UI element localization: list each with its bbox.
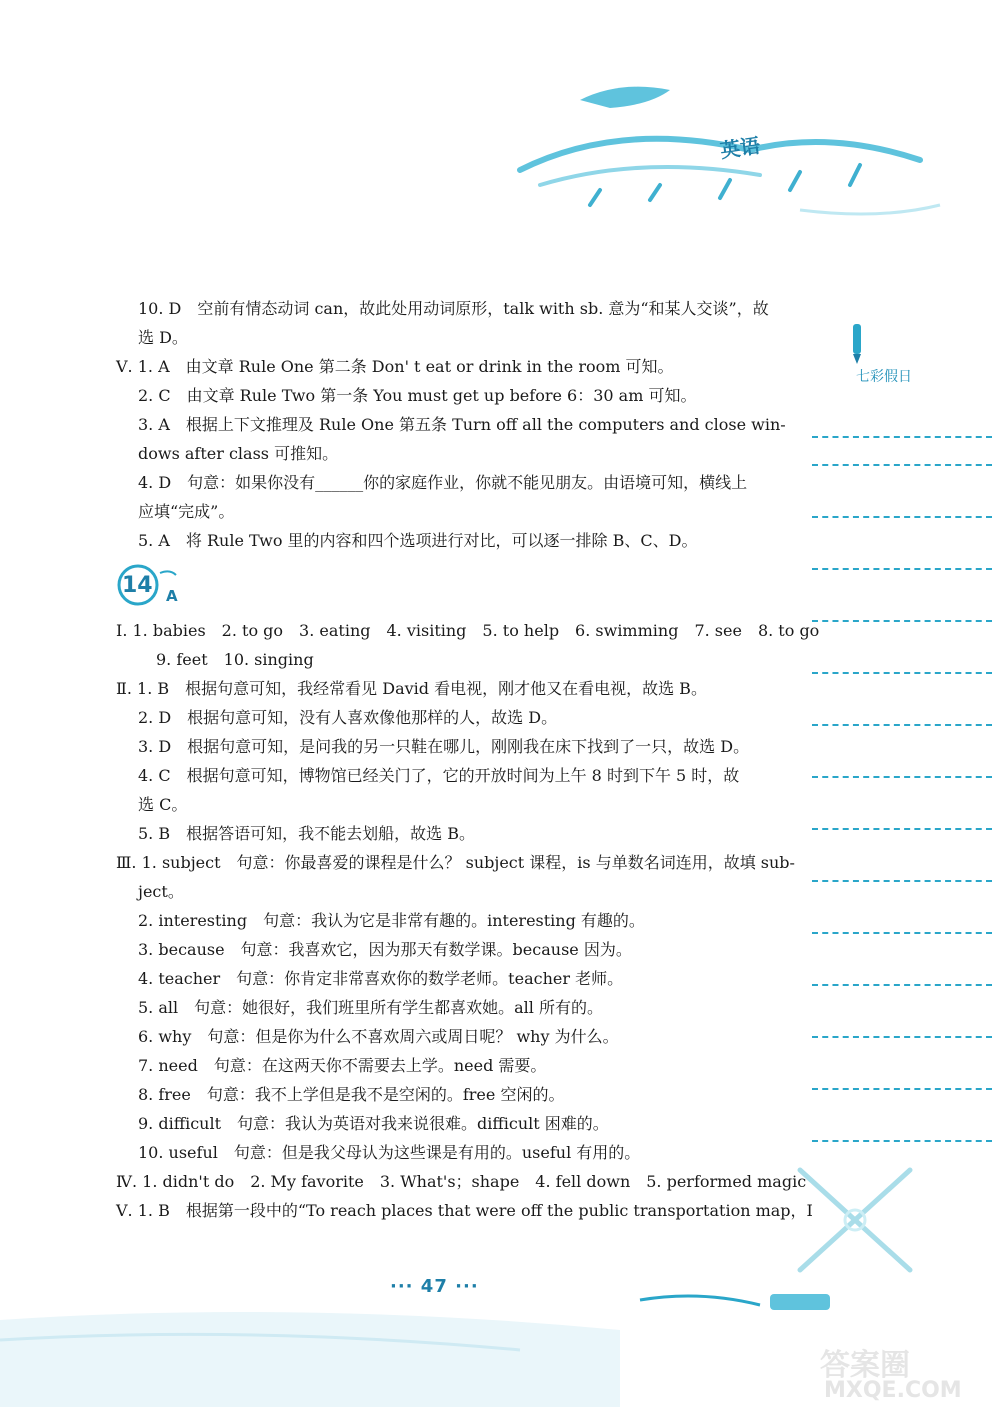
answer-line: 4. C 根据句意可知，博物馆已经关门了，它的开放时间为上午 8 时到下午 5 时，故 — [138, 766, 740, 785]
answer-line: dows after class 可推知。 — [138, 444, 339, 463]
answer-line: 7. need 句意：在这两天你不需要去上学。need 需要。 — [138, 1056, 547, 1075]
answer-line: Ⅰ. 1. babies 2. to go 3. eating 4. visiting 5. to help 6. swimming 7. see 8. to go — [116, 621, 820, 640]
answer-line: 9. difficult 句意：我认为英语对我来说很难。difficult 困难的。 — [138, 1114, 609, 1133]
answer-line: Ⅲ. 1. subject 句意：你最喜爱的课程是什么？ subject 课程，is 与单数名词连用，故填 sub- — [116, 853, 795, 872]
decorative-cross-art — [780, 1150, 930, 1290]
answer-line: 3. D 根据句意可知，是问我的另一只鞋在哪儿，刚刚我在床下找到了一只，故选 D。 — [138, 737, 750, 756]
answer-line: 应填“完成”。 — [138, 502, 235, 521]
note-line — [812, 776, 992, 778]
answer-line: 10. useful 句意：但是我父母认为这些课是有用的。useful 有用的。 — [138, 1143, 641, 1162]
note-line — [812, 568, 992, 570]
note-line — [812, 672, 992, 674]
answer-line: Ⅳ. 1. didn't do 2. My favorite 3. What's；shape 4. fell down 5. performed magic — [116, 1172, 807, 1191]
answer-line: 5. B 根据答语可知，我不能去划船，故选 B。 — [138, 824, 475, 843]
page-number — [390, 1276, 479, 1297]
note-line — [812, 724, 992, 726]
watermark-url-text: MXQE.COM — [824, 1378, 962, 1403]
answer-line: 2. D 根据句意可知，没有人喜欢像他那样的人，故选 D。 — [138, 708, 558, 727]
answer-line: 2. C 由文章 Rule Two 第一条 You must get up before 6：30 am 可知。 — [138, 386, 697, 405]
answer-line: 9. feet 10. singing — [156, 650, 314, 669]
note-line — [812, 880, 992, 882]
answer-line: 3. A 根据上下文推理及 Rule One 第五条 Turn off all the computers and close win- — [138, 415, 786, 434]
section-badge-number: 14 — [122, 573, 153, 598]
note-line — [812, 1036, 992, 1038]
note-line — [812, 828, 992, 830]
answer-line: 3. because 句意：我喜欢它，因为那天有数学课。because 因为。 — [138, 940, 632, 959]
answer-line: Ⅴ. 1. B 根据第一段中的“To reach places that were off the public transportation map，I — [116, 1201, 813, 1220]
answer-line: 6. why 句意：但是你为什么不喜欢周六或周日呢？ why 为什么。 — [138, 1027, 619, 1046]
note-line — [812, 620, 992, 622]
answer-line: ject。 — [138, 882, 184, 901]
note-line — [812, 984, 992, 986]
note-line — [812, 932, 992, 934]
note-line — [812, 464, 992, 466]
answer-line: 4. teacher 句意：你肯定非常喜欢你的数学老师。teacher 老师。 — [138, 969, 624, 988]
side-brand-label: 七彩假日 — [856, 369, 912, 385]
answer-line: 5. A 将 Rule Two 里的内容和四个选项进行对比，可以逐一排除 B、C、D。 — [138, 531, 698, 550]
banner-subject-label: 英语 — [718, 133, 762, 163]
answer-line: Ⅱ. 1. B 根据句意可知，我经常看见 David 看电视，刚才他又在看电视，故选 B。 — [116, 679, 707, 698]
section-badge-letter: A — [166, 587, 178, 605]
pen-icon — [846, 322, 870, 366]
answer-line: Ⅴ. 1. A 由文章 Rule One 第二条 Don' t eat or drink in the room 可知。 — [116, 357, 674, 376]
answer-line: 选 C。 — [138, 795, 188, 814]
note-line — [812, 1140, 992, 1142]
page-number-value: 47 — [420, 1276, 448, 1297]
page-dots-left: ··· — [390, 1276, 414, 1297]
note-line — [812, 436, 992, 438]
answer-line: 10. D 空前有情态动词 can，故此处用动词原形，talk with sb. 意为“和某人交谈”，故 — [138, 299, 769, 318]
answer-line: 选 D。 — [138, 328, 188, 347]
note-line — [812, 516, 992, 518]
answer-line: 8. free 句意：我不上学但是我不是空闲的。free 空闲的。 — [138, 1085, 565, 1104]
page-dots-right: ··· — [455, 1276, 479, 1297]
note-line — [812, 1088, 992, 1090]
watermark-logo-text: 答案圈 — [820, 1348, 910, 1383]
answer-line: 4. D 句意：如果你没有______你的家庭作业，你就不能见朋友。由语境可知，横线上 — [138, 473, 748, 492]
answer-line: 5. all 句意：她很好，我们班里所有学生都喜欢她。all 所有的。 — [138, 998, 603, 1017]
answer-line: 2. interesting 句意：我认为它是非常有趣的。interesting 有趣的。 — [138, 911, 645, 930]
